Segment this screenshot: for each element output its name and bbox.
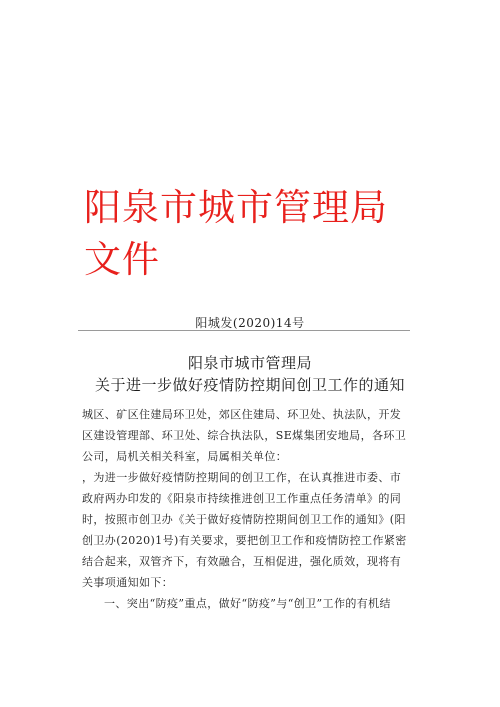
issuing-organization: 阳泉市城市管理局 — [187, 354, 312, 372]
salutation-paragraph: 城区、矿区住建局环卫处，郊区住建局、环卫处、执法队，开发区建设管理部、环卫处、综合执法队，SE煤集团安地局，各环卫公司，局机关相关科室，局属相关单位： — [82, 408, 407, 463]
intro-paragraph: ，为进一步做好疫情防控期间的创卫工作，在认真推进市委、市政府两办印发的《阳泉市持续推进创卫工作重点任务清单》的同时，按照市创卫办《关于做好疫情防控期间创卫工作的通知》(阳创卫办(2020)1号)有关要求，要把创卫工作和疫情防控工作紧密结合起来，双管齐下，有效融合，互相促进，强化质效，现将有关事项通知如下： — [82, 471, 407, 589]
document-body — [82, 404, 412, 614]
red-header-title: 阳泉市城市管理局文件 — [84, 186, 388, 281]
document-subject: 关于进一步做好疫情防控期间创卫工作的通知 — [94, 376, 405, 394]
point-one-paragraph: 一、突出“防疫”重点，做好“防疫”与“创卫”工作的有机结 — [104, 597, 391, 610]
header-separator-line — [78, 330, 410, 331]
document-number: 阳城发(2020)14号 — [195, 316, 305, 330]
